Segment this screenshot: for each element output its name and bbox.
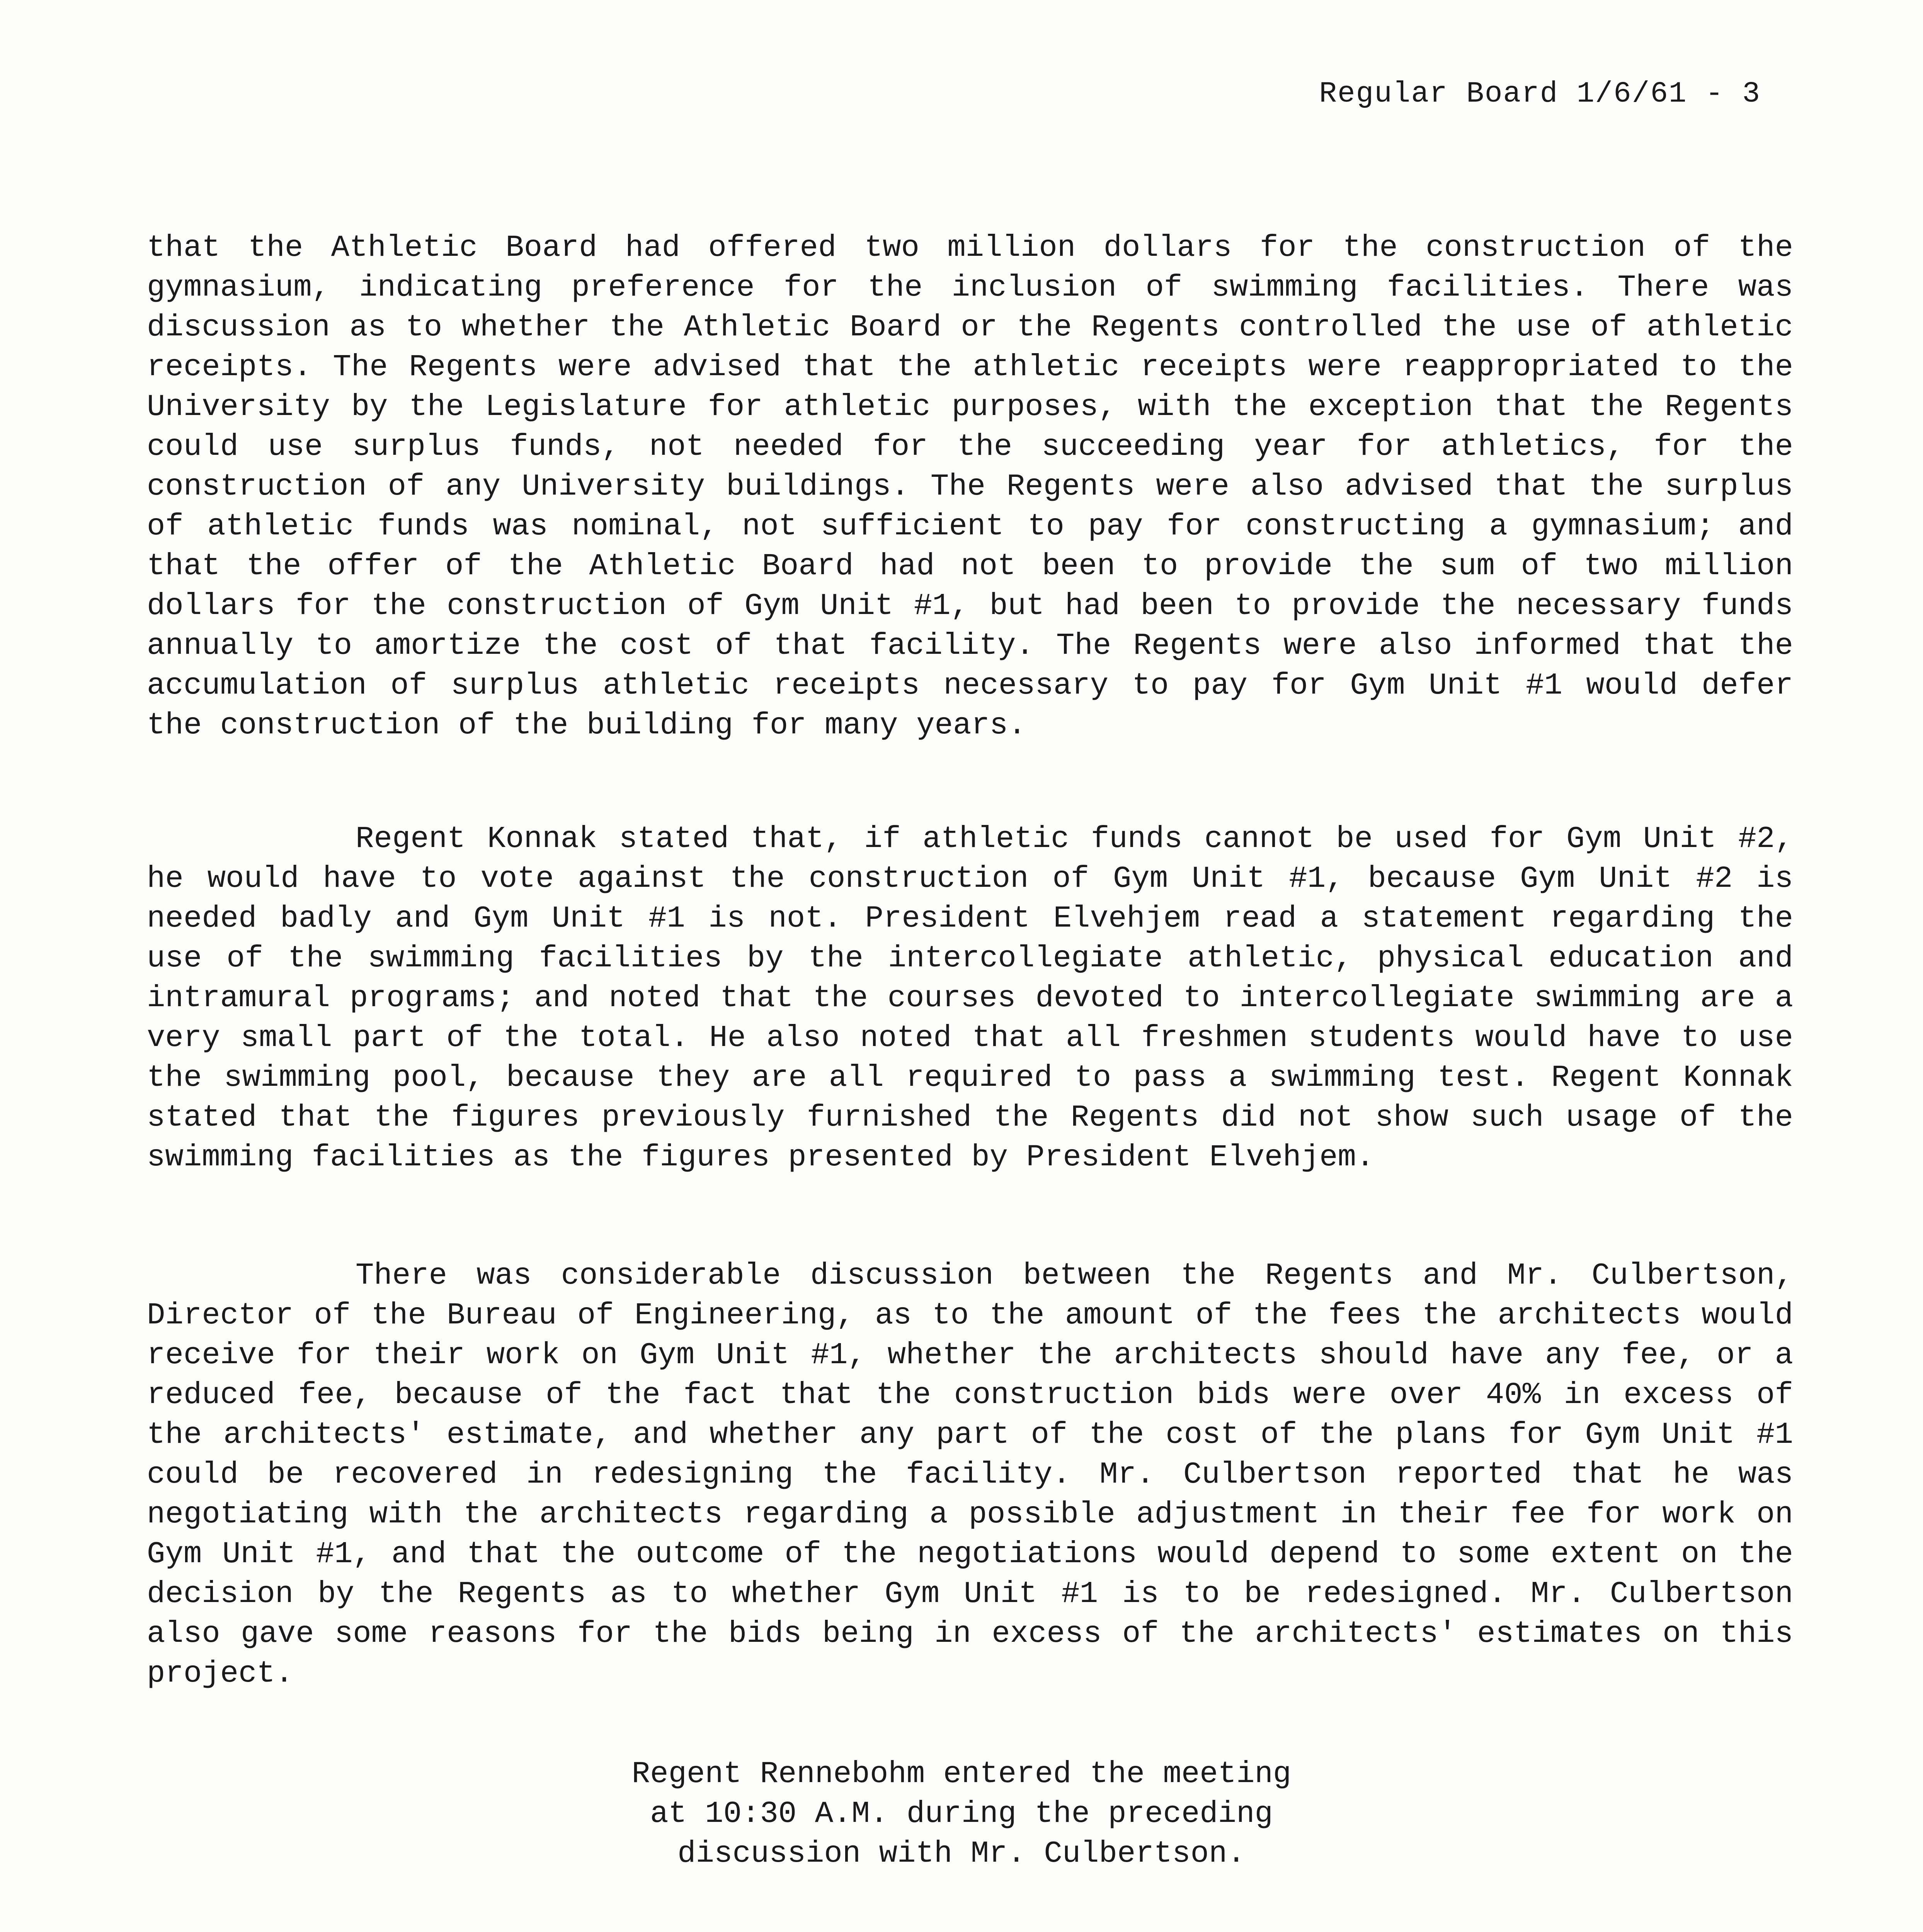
- note-line: discussion with Mr. Culbertson.: [677, 1836, 1246, 1871]
- paragraph-athletic-receipts: that the Athletic Board had offered two million dollars for the construction of the gymnasium, indicating preference for the inclusion of swimming facilities. There was discussion as to whether the Athletic Board or the Regents controlled the use of athletic receipts. The Regents were advised that the athletic receipts were reappropriated to the University by the Legislature for athletic purposes, with the exception that the Regents could use surplus funds, not needed for the succeeding year for athletics, for the construction of any University buildings. The Regents were also advised that the surplus of athletic funds was nominal, not sufficient to pay for constructing a gymnasium; and that the offer of the Athletic Board had not been to provide the sum of two million dollars for the construction of Gym Unit #1, but had been to provide the necessary funds annually to amortize the cost of that facility. The Regents were also informed that the accumulation of surplus athletic receipts necessary to pay for Gym Unit #1 would defer the construction of the building for many years.: [147, 230, 1793, 743]
- note-line: at 10:30 A.M. during the preceding: [650, 1796, 1273, 1831]
- rennebohm-entry-note: [0, 1754, 1923, 1874]
- paragraph-culbertson-discussion: There was considerable discussion between the Regents and Mr. Culbertson, Director of the Bureau of Engineering, as to the amount of the fees the architects would receive for their work on Gym Unit #1, whether the architects should have any fee, or a reduced fee, because of the fact that the construction bids were over 40% in excess of the architects' estimate, and whether any part of the cost of the plans for Gym Unit #1 could be recovered in redesigning the facility. Mr. Culbertson reported that he was negotiating with the architects regarding a possible adjustment in their fee for work on Gym Unit #1, and that the outcome of the negotiations would depend to some extent on the decision by the Regents as to whether Gym Unit #1 is to be redesigned. Mr. Culbertson also gave some reasons for the bids being in excess of the architects' estimates on this project.: [147, 1258, 1793, 1691]
- note-line: Regent Rennebohm entered the meeting: [631, 1757, 1292, 1791]
- paragraph-konnak-statement: Regent Konnak stated that, if athletic funds cannot be used for Gym Unit #2, he would have to vote against the construction of Gym Unit #1, because Gym Unit #2 is needed badly and Gym Unit #1 is not. President Elvehjem read a statement regarding the use of the swimming facilities by the intercollegiate athletic, physical education and intramural programs; and noted that the courses devoted to intercollegiate swimming are a very small part of the total. He also noted that all freshmen students would have to use the swimming pool, because they are all required to pass a swimming test. Regent Konnak stated that the figures previously furnished the Regents did not show such usage of the swimming facilities as the figures presented by President Elvehjem.: [147, 821, 1793, 1175]
- running-head: Regular Board 1/6/61 - 3: [1319, 77, 1761, 111]
